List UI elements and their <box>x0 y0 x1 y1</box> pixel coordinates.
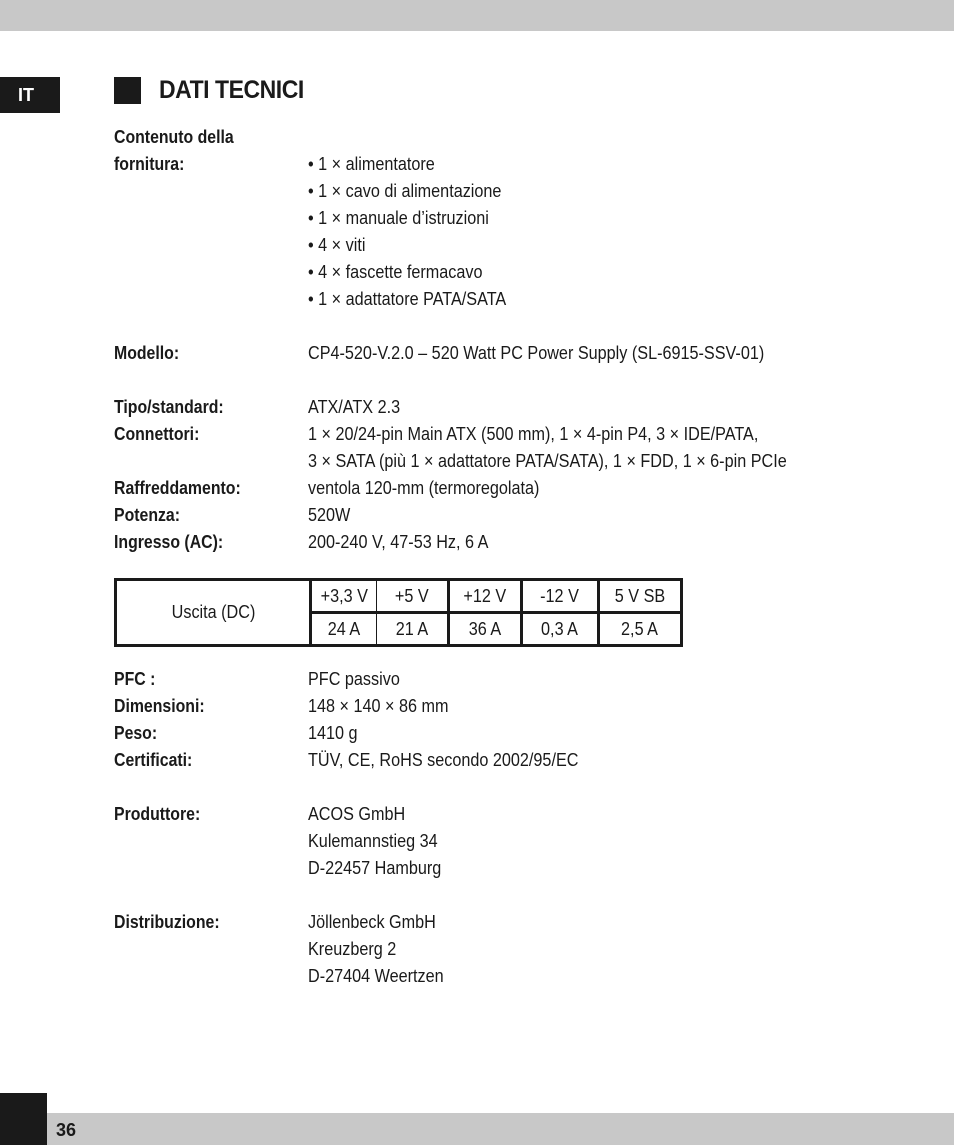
cooling-value: ventola 120-mm (termoregolata) <box>308 478 540 498</box>
voltage-cell: +5 V <box>377 580 449 613</box>
title-square-icon <box>114 77 141 104</box>
language-tab <box>0 77 60 113</box>
output-header-cell: Uscita (DC) <box>116 580 311 646</box>
table-row <box>116 580 682 613</box>
list-item: • 4 × viti <box>308 235 366 255</box>
voltage-cell: -12 V <box>522 580 599 613</box>
top-bar <box>0 0 954 31</box>
voltage-cell: +12 V <box>449 580 522 613</box>
input-label: Ingresso (AC): <box>114 532 224 552</box>
connectors-label: Connettori: <box>114 424 200 444</box>
voltage-cell: +3,3 V <box>311 580 377 613</box>
contents-label: Contenuto della fornitura: <box>114 127 234 174</box>
current-cell: 0,3 A <box>522 613 599 646</box>
voltage-cell: 5 V SB <box>599 580 682 613</box>
input-value: 200-240 V, 47-53 Hz, 6 A <box>308 532 489 552</box>
list-item: • 1 × manuale d’istruzioni <box>308 208 489 228</box>
page-number: 36 <box>56 1120 77 1140</box>
distribution-label: Distribuzione: <box>114 912 220 932</box>
current-cell: 24 A <box>311 613 377 646</box>
model-value: CP4-520-V.2.0 – 520 Watt PC Power Supply (SL-6915-SSV-01) <box>308 343 765 363</box>
page-corner-block <box>0 1093 47 1145</box>
pfc-label: PFC : <box>114 669 156 689</box>
distribution-address: Jöllenbeck GmbH Kreuzberg 2 D-27404 Weertzen <box>308 912 444 986</box>
model-label: Modello: <box>114 343 180 363</box>
contents-list <box>308 151 506 313</box>
current-cell: 36 A <box>449 613 522 646</box>
dimensions-value: 148 × 140 × 86 mm <box>308 696 449 716</box>
manufacturer-address: ACOS GmbH Kulemannstieg 34 D-22457 Hamburg <box>308 804 442 878</box>
manufacturer-label: Produttore: <box>114 804 201 824</box>
certificates-value: TÜV, CE, RoHS secondo 2002/95/EC <box>308 750 579 770</box>
list-item: • 1 × adattatore PATA/SATA <box>308 289 507 309</box>
connectors-value: 1 × 20/24-pin Main ATX (500 mm), 1 × 4-pin P4, 3 × IDE/PATA, 3 × SATA (più 1 × adattatore PATA/SATA), 1 × FDD, 1 × 6-pin PCIe <box>308 424 787 471</box>
bottom-bar <box>0 1113 954 1145</box>
page-title: DATI TECNICI <box>159 76 304 104</box>
power-value: 520W <box>308 505 351 525</box>
list-item: • 1 × cavo di alimentazione <box>308 181 502 201</box>
power-label: Potenza: <box>114 505 181 525</box>
language-code: IT <box>18 84 34 105</box>
list-item: • 4 × fascette fermacavo <box>308 262 483 282</box>
weight-value: 1410 g <box>308 723 358 743</box>
current-cell: 21 A <box>377 613 449 646</box>
weight-label: Peso: <box>114 723 158 743</box>
current-cell: 2,5 A <box>599 613 682 646</box>
output-table <box>114 578 683 647</box>
certificates-label: Certificati: <box>114 750 193 770</box>
list-item: • 1 × alimentatore <box>308 154 435 174</box>
cooling-label: Raffreddamento: <box>114 478 241 498</box>
dimensions-label: Dimensioni: <box>114 696 205 716</box>
type-value: ATX/ATX 2.3 <box>308 397 401 417</box>
type-label: Tipo/standard: <box>114 397 224 417</box>
pfc-value: PFC passivo <box>308 669 400 689</box>
